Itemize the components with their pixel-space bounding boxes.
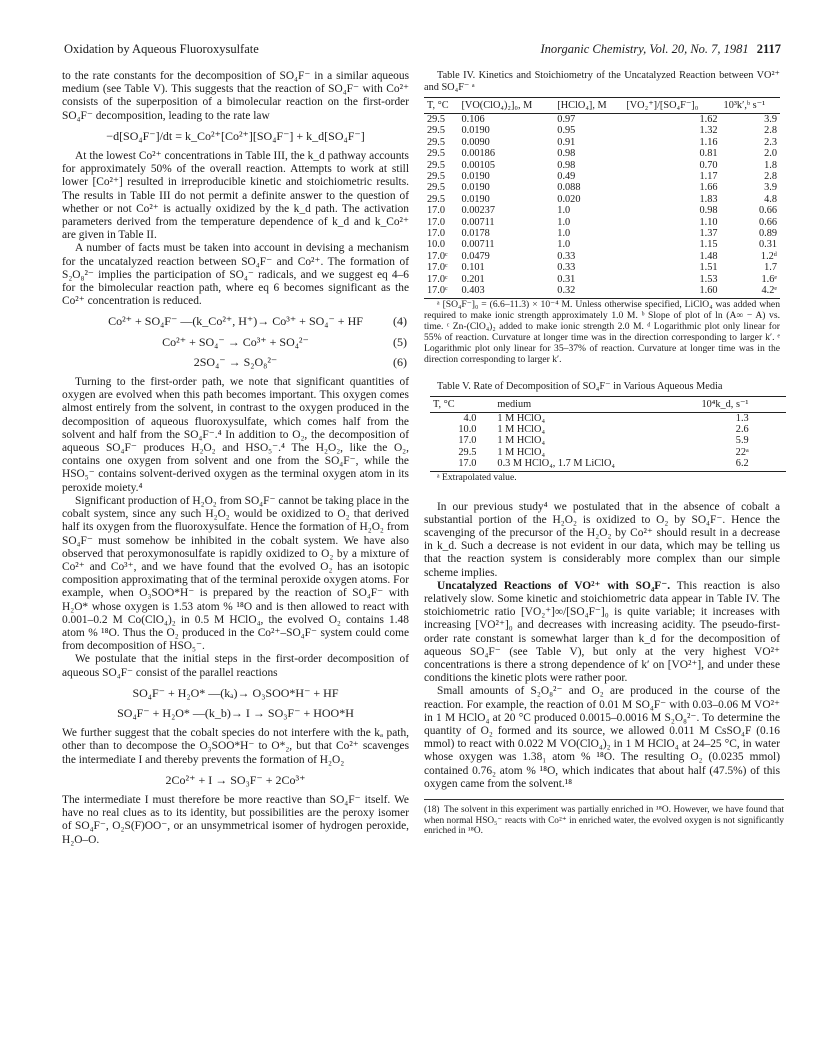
footnote-mark: (18) (424, 805, 440, 815)
left-column (62, 70, 409, 847)
table-cell: 22ᵃ (735, 446, 749, 458)
right-column (424, 70, 784, 837)
table-cell: 0.98 (557, 159, 576, 171)
table-cell: 17.0 (427, 228, 446, 240)
table-row (424, 285, 780, 298)
table-cell: 0.89 (758, 228, 777, 240)
table-cell: 1 M HClO₄ (497, 423, 546, 435)
table-v-caption: Table V. Rate of Decomposition of SO₄F⁻ in Various Aqueous Media (437, 380, 723, 392)
column-header: medium (494, 396, 698, 412)
table-cell: 0.32 (554, 285, 623, 298)
table-cell: 0.31 (758, 239, 777, 251)
table-row (424, 274, 780, 285)
equation-6 (62, 356, 409, 369)
paragraph: Turning to the first-order path, we note that significant quantities of oxygen are evolved when this path becomes important. This oxygen comes almost entirely from the solvent, in contrast to the oxygen produced in the decomposition of aqueous fluoroxysulfate, which comes half from the solvent and half from the SO₄F⁻.⁴ In addition to O₂, the decomposition of aqueous SO₄F⁻ produces H₂O₂ and HSO₅⁻.⁴ The H₂O₂, like the O₂, contains one oxygen from solvent and one from the SO₄F⁻, while the HSO₅⁻ contains solvent-derived oxygen as the terminal oxygen atom in its peroxide moiety.⁴ (62, 376, 409, 494)
table-row (424, 160, 780, 171)
table-cell: 17.0 (458, 435, 477, 447)
rate-law-equation: −d[SO₄F⁻]/dt = k_Co²⁺[Co²⁺][SO₄F⁻] + k_d[SO₄F⁻] (106, 128, 365, 143)
table-v (430, 396, 786, 472)
table-cell: 29.5 (427, 125, 446, 137)
table-cell: 17.0 (427, 205, 446, 217)
table-cell: 0.33 (557, 262, 576, 274)
table-cell: 0.00711 (461, 239, 495, 251)
paragraph: Small amounts of S₂O₈²⁻ and O₂ are produced in the course of the reaction. For example, the reaction of 0.01 M SO₄F⁻ with 0.03–0.06 M VO²⁺ in 1 M HClO₄ at 20 °C produced 0.0015–0.0016 M S₂O₈²⁻. To determine the quantity of O₂ formed and its source, we allowed 0.011 M CsSO₄F (0.16 mmol) to react with 0.022 M VO(ClO₄)₂ in 1 M HClO₄ at 24–25 °C, in water whose oxygen was 1.38₁ atom % ¹⁸O. The resulting O₂ (0.0235 mmol) contained 0.76₂ atom % ¹⁸O, which indicates that about half (47.5%) of this oxygen came from the solvent.¹⁸ (424, 685, 780, 790)
equation-number: (4) (393, 314, 407, 329)
table-cell: 0.70 (699, 159, 718, 171)
paragraph: The intermediate I must therefore be more reactive than SO₄F⁻ itself. We have no real clues as to its identity, but possibilities are the peroxy isomer of SO₄F⁻, O₂S(F)OO⁻, or an unsymmetrical isomer of hydrogen peroxide, H₂O–O. (62, 793, 409, 846)
table-row (424, 194, 780, 205)
table-cell: 2.8 (764, 125, 777, 137)
table-row (424, 239, 780, 250)
table-cell: 0.00105 (461, 159, 495, 171)
table-cell: 2.0 (764, 148, 777, 160)
table-row (424, 205, 780, 216)
column-header: T, °C (424, 98, 459, 114)
column-header: 10⁴k_d, s⁻¹ (698, 396, 786, 412)
table-cell: 29.5 (427, 148, 446, 160)
paragraph: A number of facts must be taken into account in devising a mechanism for the uncatalyzed reaction between SO₄F⁻ and Co²⁺. The formation of S₂O₈²⁻ implies the participation of SO₄⁻ radicals, and we suggest eq 4–6 for the bimolecular reaction path, where eq 6 becomes significant as the Co²⁺ concentration is reduced. (62, 242, 409, 308)
table-row (430, 435, 786, 446)
table-cell: 1.62 (699, 114, 718, 125)
table-cell: 17.0 (427, 216, 446, 228)
table-cell: 3.9 (764, 182, 777, 194)
reaction-kb: SO₄F⁻ + H₂O* —(k_b)→ I → SO₃F⁻ + HOO*H (117, 705, 354, 720)
journal-name: Inorganic Chemistry, Vol. 20, No. 7, 1981 (540, 42, 749, 56)
equation-5 (62, 336, 409, 349)
table-cell: 1.0 (557, 216, 571, 228)
reaction-scavenge: 2Co²⁺ + I → SO₃F⁻ + 2Co³⁺ (165, 772, 306, 787)
table-row (424, 251, 780, 262)
column-header: 10³k′,ᵇ s⁻¹ (721, 98, 780, 114)
table-cell: 2.8 (764, 171, 777, 183)
table-row (430, 424, 786, 435)
table-cell: 1.7 (764, 262, 777, 274)
section-heading: Uncatalyzed Reactions of VO²⁺ with SO₄F⁻. (437, 579, 671, 592)
table-cell: 0.00186 (461, 148, 495, 160)
column-header: T, °C (430, 396, 494, 412)
table-cell: 0.98 (557, 148, 576, 160)
table-row (424, 125, 780, 136)
table-cell: 17.0ᶜ (427, 262, 448, 274)
table-cell: 29.5 (427, 193, 446, 205)
table-cell: 5.9 (735, 435, 749, 447)
table-cell: 0.020 (557, 193, 581, 205)
table-iv-caption: Table IV. Kinetics and Stoichiometry of the Uncatalyzed Reaction between VO²⁺ and SO₄F⁻ ᵃ (424, 70, 780, 93)
column-header: [VO(ClO₄)₂]₀, M (459, 98, 555, 114)
table-cell: 0.00711 (461, 216, 495, 228)
table-row (424, 262, 780, 273)
table-cell: 1.16 (699, 136, 718, 148)
table-cell: 17.0ᶜ (427, 250, 448, 262)
table-cell: 0.3 M HClO₄, 1.7 M LiClO₄ (494, 458, 698, 471)
table-cell: 0.97 (557, 114, 576, 125)
table-cell: 0.201 (461, 273, 485, 285)
table-row (424, 114, 780, 126)
table-cell: 1.32 (699, 125, 718, 137)
table-cell: 2.6 (735, 423, 749, 435)
table-cell: 0.98 (699, 205, 718, 217)
paragraph: Significant production of H₂O₂ from SO₄F⁻ cannot be taking place in the cobalt system, since any such H₂O₂ would be oxidized to O₂ that derived half its oxygen from the fluoroxysulfate. Hence the formation of H₂O₂ from SO₄F⁻ must somehow be inhibited in the cobalt system. We have also observed that peroxymonosulfate is rapidly oxidized to O₂ by a mixture of Co²⁺ and Co³⁺, and we have found that the evolved O₂ has an isotopic composition approximating that of the terminal peroxide oxygen atoms. For example, when O₃SOO*H⁻ is prepared by the reaction of SO₄F⁻ with H₂O* whose oxygen is 1.53 atom % ¹⁸O and is then allowed to react with 0.001–0.2 M Co(ClO₄)₂ in 0.5 M HClO₄, the evolved O₂ contains 1.48 atom % ¹⁸O. Thus the O₂ produced in the Co²⁺–SO₄F⁻ system could come from decomposition of HSO₅⁻. (62, 494, 409, 653)
table-cell: 0.403 (459, 285, 555, 298)
table-cell: 6.2 (698, 458, 786, 471)
equation-number: (5) (393, 334, 407, 349)
equation-text: 2SO₄⁻ → S₂O₈²⁻ (193, 354, 278, 369)
table-cell: 0.0190 (461, 171, 490, 183)
table-row (424, 217, 780, 228)
table-cell: 1.8 (764, 159, 777, 171)
footnote-18 (424, 799, 784, 837)
table-cell: 1.83 (699, 193, 718, 205)
table-cell: 17.0ᶜ (427, 273, 448, 285)
paragraph-with-heading (424, 580, 780, 686)
paragraph: In our previous study⁴ we postulated that in the absence of cobalt a substantial portion of the H₂O₂ is oxidized to O₂ by SO₄F⁻. Hence the scavenging of the precursor of the H₂O₂ by Co²⁺ should result in a decrease in k_d. Such a decrease is not evident in our data, which may be telling us that the reaction system is considerably more complex than our simple scheme implies. (424, 500, 780, 579)
table-cell: 0.33 (557, 250, 576, 262)
table-cell: 1 M HClO₄ (497, 446, 546, 458)
table-cell: 0.95 (557, 125, 576, 137)
table-row (424, 171, 780, 182)
table-row (430, 447, 786, 458)
table-cell: 1.60 (623, 285, 720, 298)
table-cell: 0.0190 (461, 193, 490, 205)
table-v-footnote: ᵃ Extrapolated value. (437, 471, 517, 483)
table-cell: 0.101 (461, 262, 485, 274)
column-header: [VO₂⁺]/[SO₄F⁻]₀ (623, 98, 720, 114)
table-cell: 4.0 (463, 412, 477, 424)
table-row (430, 412, 786, 424)
table-cell: 4.2ᵉ (721, 285, 780, 298)
table-row (424, 182, 780, 193)
table-cell: 0.106 (461, 114, 485, 125)
table-cell: 1.0 (557, 205, 571, 217)
table-cell: 0.0479 (461, 250, 490, 262)
table-cell: 17.0ᶜ (424, 285, 459, 298)
paragraph: to the rate constants for the decomposition of SO₄F⁻ in a similar aqueous medium (see Table V). This suggests that the reaction of SO₄F⁻ with Co²⁺ consists of the superposition of a bimolecular reaction on the first-order SO₄F⁻ decomposition, leading to the rate law (62, 70, 409, 122)
table-iv (424, 97, 780, 299)
table-cell: 0.0190 (461, 125, 490, 137)
table-iv-footnotes: ᵃ [SO₄F⁻]₀ = (6.6–11.3) × 10⁻⁴ M. Unless otherwise specified, LiClO₄ was added when required to make ionic strength approximately 1.0 M. ᵇ Slope of plot of ln (A∞ − A) vs. time. ᶜ Zn-(ClO₄)₂ added to make ionic strength 2.0 M. ᵈ Logarithmic plot only linear for 55% of reaction. Curvature at longer time was in the direction corresponding to larger k′. ᵉ Logarithmic plot only linear for 35–37% of reaction. Curvature at longer time was in the direction corresponding to larger k′. (424, 298, 780, 365)
table-cell: 0.0190 (461, 182, 490, 194)
table-row (424, 137, 780, 148)
table-row (430, 458, 786, 471)
table-cell: 10.0 (427, 239, 446, 251)
paragraph: We further suggest that the cobalt species do not interfere with the kₐ path, other than to decompose the O₃SOO*H⁻ to O*₂, but that Co²⁺ scavenges the intermediate I and thereby prevents the formation of H₂O₂ (62, 727, 409, 766)
table-cell: 0.0178 (461, 228, 490, 240)
table-cell: 0.088 (557, 182, 581, 194)
table-cell: 2.3 (764, 136, 777, 148)
table-cell: 4.8 (764, 193, 777, 205)
table-cell: 29.5 (427, 136, 446, 148)
table-cell: 29.5 (458, 446, 477, 458)
table-cell: 1.48 (699, 250, 718, 262)
table-cell: 1.51 (699, 262, 718, 274)
equation-number: (6) (393, 354, 407, 369)
table-cell: 1.2ᵈ (760, 250, 777, 262)
table-cell: 3.9 (764, 114, 777, 125)
paragraph: We postulate that the initial steps in the first-order decomposition of aqueous SO₄F⁻ consist of the parallel reactions (62, 653, 409, 679)
column-header: [HClO₄], M (554, 98, 623, 114)
table-cell: 0.66 (758, 205, 777, 217)
table-cell: 29.5 (427, 159, 446, 171)
table-cell: 1.53 (699, 273, 718, 285)
page-number: 2117 (756, 42, 781, 56)
table-cell: 1 M HClO₄ (497, 412, 546, 424)
table-row (424, 148, 780, 159)
paragraph: At the lowest Co²⁺ concentrations in Table III, the k_d pathway accounts for approximately 50% of the overall reaction. Attempts to work at still lower [Co²⁺] resulted in irreproducible kinetic and stoichiometric results. The results in Table III do not permit a definite answer to the question of whether or not Co²⁺ is actually oxidized by the k_d path. The activation parameters derived from the temperature dependence of k_d and k_Co²⁺ are given in Table II. (62, 150, 409, 242)
table-cell: 1.17 (699, 171, 718, 183)
journal-citation (540, 42, 781, 57)
paragraph-text: This reaction is also relatively slow. Some kinetic and stoichiometric data appear in Table IV. The stoichiometric ratio [VO₂⁺]∞/[SO₄F⁻]₀ is quite variable; it increases with increasing [VO²⁺]₀ and decreases with increasing acidity. The pseudo-first-order rate constant is somewhat larger than k_d for the decomposition of aqueous SO₄F⁻ (see Table V), but only at the very highest VO²⁺ concentrations is there a strong dependence of k′ on [VO²⁺], and under these conditions the kinetic plots were rather poor. (424, 579, 780, 685)
equation-text: Co²⁺ + SO₄⁻ → Co³⁺ + SO₄²⁻ (162, 334, 309, 349)
table-cell: 29.5 (427, 182, 446, 194)
table-cell: 29.5 (427, 171, 446, 183)
table-row (424, 228, 780, 239)
table-cell: 0.91 (557, 136, 576, 148)
running-title: Oxidation by Aqueous Fluoroxysulfate (64, 42, 259, 56)
table-cell: 0.00237 (461, 205, 495, 217)
table-cell: 1.6ᵉ (761, 273, 777, 285)
running-header (64, 42, 781, 58)
equation-4 (62, 315, 409, 328)
reaction-ka: SO₄F⁻ + H₂O* —(kₐ)→ O₃SOO*H⁻ + HF (132, 685, 339, 700)
table-cell: 29.5 (427, 114, 446, 125)
table-cell: 0.66 (758, 216, 777, 228)
table-cell: 1.3 (735, 412, 749, 424)
footnote-text: The solvent in this experiment was partially enriched in ¹⁸O. However, we have found that when normal HSO₅⁻ reacts with Co²⁺ in enriched water, the evolved oxygen is not significantly enriched in ¹⁸O. (424, 805, 784, 836)
table-cell: 0.81 (699, 148, 718, 160)
table-cell: 0.0090 (461, 136, 490, 148)
table-cell: 1.37 (699, 228, 718, 240)
table-cell: 10.0 (458, 423, 477, 435)
table-cell: 1.0 (557, 228, 571, 240)
table-cell: 0.49 (557, 171, 576, 183)
table-cell: 17.0 (430, 458, 494, 471)
table-cell: 1.66 (699, 182, 718, 194)
equation-text: Co²⁺ + SO₄F⁻ —(k_Co²⁺, H⁺)→ Co³⁺ + SO₄⁻ + HF (108, 314, 363, 329)
table-cell: 1 M HClO₄ (497, 435, 546, 447)
table-cell: 1.15 (699, 239, 718, 251)
table-cell: 1.0 (557, 239, 571, 251)
table-cell: 1.10 (699, 216, 718, 228)
table-cell: 0.31 (557, 273, 576, 285)
